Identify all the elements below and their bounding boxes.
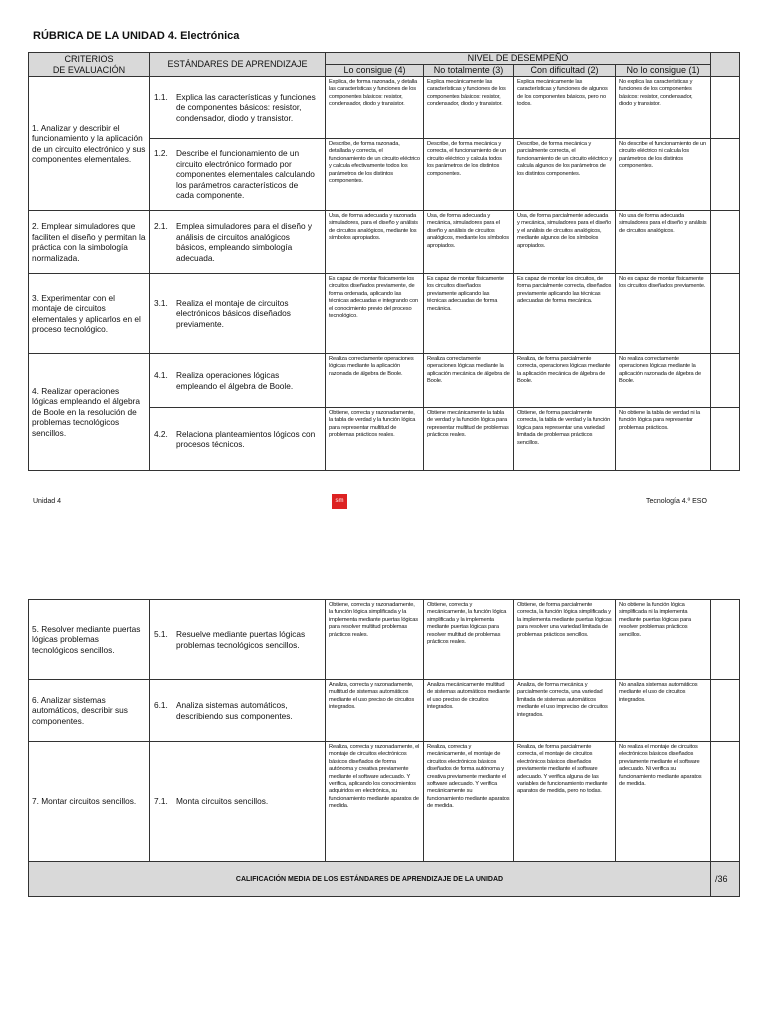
rubric-title: RÚBRICA DE LA UNIDAD 4. Electrónica [33, 30, 240, 42]
header-criterios: CRITERIOS DE EVALUACIÓN [29, 53, 150, 77]
criterio-3: 3. Experimentar con el montaje de circuitos elementales y aplicarlos en el proceso tecnológico. [29, 274, 150, 354]
level-cell: Obtiene, correcta y razonadamente, la tabla de verdad y la función lógica para representar multitud de problemas prácticos reales. [326, 408, 424, 471]
level-cell: Obtiene, correcta y mecánicamente, la función lógica simplificada y la implementa mediante puertas lógicas para resolver multitud de problemas prácticos reales. [424, 600, 514, 680]
level-cell: Realiza, correcta y razonadamente, el montaje de circuitos electrónicos básicos diseñados de forma autónoma y creativa previamente mediante el software adecuado. Y verifica, aplicando los conocimientos adquiridos en electrónica, su funcionamiento mediante aparatos de medida. [326, 742, 424, 862]
standard-4-2: 4.2. Relaciona planteamientos lógicos con procesos técnicos. [150, 408, 326, 471]
level-cell: Es capaz de montar los circuitos, de forma parcialmente correcta, diseñados previamente aplicando las técnicas adecuadas de forma mecánica. [514, 274, 616, 354]
header-level-1: No lo consigue (1) [616, 65, 711, 77]
level-cell: No obtiene la función lógica simplificada ni la implementa mediante puertas lógicas para resolver problemas prácticos sencillos. [616, 600, 711, 680]
total-score: /36 [711, 862, 740, 897]
level-cell: Usa, de forma adecuada y mecánica, simuladores para el diseño y análisis de circuitos analógicos, mediante los símbolos apropiados. [424, 211, 514, 274]
header-score [711, 53, 740, 77]
rubric-table-top [28, 52, 740, 471]
total-label: CALIFICACIÓN MEDIA DE LOS ESTÁNDARES DE APRENDIZAJE DE LA UNIDAD [29, 862, 711, 897]
level-cell: No usa de forma adecuada simuladores para el diseño y análisis de circuitos analógicos. [616, 211, 711, 274]
criterio-7: 7. Montar circuitos sencillos. [29, 742, 150, 862]
score-cell[interactable] [711, 211, 740, 274]
score-cell[interactable] [711, 139, 740, 211]
level-cell: Usa, de forma adecuada y razonada simuladores, para el diseño y análisis de circuitos analógicos, mediante los símbolos apropiados. [326, 211, 424, 274]
level-cell: Explica, de forma razonada, y detalla las características y funciones de los componentes básicos: resistor, condensador, diodo y transistor. [326, 77, 424, 139]
score-cell[interactable] [711, 77, 740, 139]
header-level-2: Con dificultad (2) [514, 65, 616, 77]
publisher-logo: sm [332, 494, 347, 509]
level-cell: Explica mecánicamente las características y funciones de los componentes básicos: resistor, condensador, diodo y transistor. [424, 77, 514, 139]
level-cell: No describe el funcionamiento de un circuito eléctrico ni calcula los parámetros de los distintos componentes. [616, 139, 711, 211]
level-cell: Es capaz de montar físicamente los circuitos diseñados previamente, de forma ordenada, aplicando las técnicas adecuadas e integrando con el conocimiento previo del proceso tecnológico. [326, 274, 424, 354]
level-cell: Realiza, de forma parcialmente correcta, operaciones lógicas mediante la aplicación mecánica de álgebra de Boole. [514, 354, 616, 408]
standard-4-1: 4.1. Realiza operaciones lógicas empleando el álgebra de Boole. [150, 354, 326, 408]
score-cell[interactable] [711, 274, 740, 354]
level-cell: Obtiene, de forma parcialmente correcta, la tabla de verdad y la función lógica para representar una variedad limitada de problemas prácticos sencillos. [514, 408, 616, 471]
level-cell: Explica mecánicamente las características y funciones de algunos de los componentes básicos, pero no todos. [514, 77, 616, 139]
level-cell: Describe, de forma mecánica y correcta, el funcionamiento de un circuito eléctrico y calcula todos los parámetros de los distintos componentes. [424, 139, 514, 211]
level-cell: Es capaz de montar físicamente los circuitos diseñados previamente aplicando las técnicas adecuadas de forma mecánica. [424, 274, 514, 354]
level-cell: Analiza mecánicamente multitud de sistemas automáticos mediante el uso preciso de circuitos integrados. [424, 680, 514, 742]
level-cell: No obtiene la tabla de verdad ni la función lógica para representar problemas prácticos. [616, 408, 711, 471]
header-level-4: Lo consigue (4) [326, 65, 424, 77]
level-cell: Usa, de forma parcialmente adecuada y mecánica, simuladores para el diseño y el análisis de circuitos analógicos, mediante algunos de los símbolos apropiados. [514, 211, 616, 274]
criterio-1: 1. Analizar y describir el funcionamiento y la aplicación de un circuito electrónico y sus componentes elementales. [29, 77, 150, 211]
header-nivel: NIVEL DE DESEMPEÑO [326, 53, 711, 65]
level-cell: Obtiene, de forma parcialmente correcta, la función lógica simplificada y la implementa mediante puertas lógicas para resolver una variedad limitada de problemas prácticos sencillos. [514, 600, 616, 680]
level-cell: Realiza correctamente operaciones lógicas mediante la aplicación mecánica de álgebra de Boole. [424, 354, 514, 408]
score-cell[interactable] [711, 742, 740, 862]
level-cell: Obtiene, correcta y razonadamente, la función lógica simplificada y la implementa mediante puertas lógicas para resolver multitud problemas prácticos reales. [326, 600, 424, 680]
standard-6-1: 6.1. Analiza sistemas automáticos, describiendo sus componentes. [150, 680, 326, 742]
level-cell: No analiza sistemas automáticos mediante el uso de circuitos integrados. [616, 680, 711, 742]
score-cell[interactable] [711, 600, 740, 680]
rubric-table-bottom [28, 599, 740, 897]
criterio-4: 4. Realizar operaciones lógicas empleando el álgebra de Boole en la resolución de problemas tecnológicos sencillos. [29, 354, 150, 471]
level-cell: No explica las características y funciones de los componentes básicos: resistor, condensador, diodo y transistor. [616, 77, 711, 139]
level-cell: Analiza, correcta y razonadamente, multitud de sistemas automáticos mediante el uso preciso de circuitos integrados. [326, 680, 424, 742]
criterio-6: 6. Analizar sistemas automáticos, describir sus componentes. [29, 680, 150, 742]
footer-unit: Unidad 4 [33, 498, 62, 505]
score-cell[interactable] [711, 408, 740, 471]
level-cell: No es capaz de montar físicamente los circuitos diseñados previamente. [616, 274, 711, 354]
standard-3-1: 3.1. Realiza el montaje de circuitos electrónicos básicos diseñados previamente. [150, 274, 326, 354]
standard-2-1: 2.1. Emplea simuladores para el diseño y análisis de circuitos analógicos básicos, empleando simbología adecuada. [150, 211, 326, 274]
header-estandares: ESTÁNDARES DE APRENDIZAJE [150, 53, 326, 77]
standard-7-1: 7.1. Monta circuitos sencillos. [150, 742, 326, 862]
level-cell: Obtiene mecánicamente la tabla de verdad y la función lógica para representar multitud de problemas prácticos reales. [424, 408, 514, 471]
level-cell: Analiza, de forma mecánica y parcialmente correcta, una variedad limitada de sistemas automáticos mediante el uso impreciso de circuitos integrados. [514, 680, 616, 742]
level-cell: Describe, de forma razonada, detallada y correcta, el funcionamiento de un circuito eléctrico y calcula efectivamente todos los parámetros de los distintos componentes. [326, 139, 424, 211]
score-cell[interactable] [711, 354, 740, 408]
criterio-5: 5. Resolver mediante puertas lógicas problemas tecnológicos sencillos. [29, 600, 150, 680]
standard-1-1: 1.1. Explica las características y funciones de componentes básicos: resistor, condensador, diodo y transistor. [150, 77, 326, 139]
header-level-3: No totalmente (3) [424, 65, 514, 77]
level-cell: No realiza el montaje de circuitos electrónicos básicos diseñados previamente mediante el software adecuado. Ni verifica su funcionamiento mediante aparatos de medida. [616, 742, 711, 862]
standard-5-1: 5.1. Resuelve mediante puertas lógicas problemas tecnológicos sencillos. [150, 600, 326, 680]
level-cell: Realiza correctamente operaciones lógicas mediante la aplicación razonada de álgebra de Boole. [326, 354, 424, 408]
level-cell: No realiza correctamente operaciones lógicas mediante la aplicación razonada de álgebra de Boole. [616, 354, 711, 408]
level-cell: Realiza, correcta y mecánicamente, el montaje de circuitos electrónicos básicos diseñados de forma autónoma y creativa previamente mediante el software adecuado. Y verifica mecánicamente su funcionamiento mediante aparatos de medida. [424, 742, 514, 862]
score-cell[interactable] [711, 680, 740, 742]
level-cell: Describe, de forma mecánica y parcialmente correcta, el funcionamiento de un circuito eléctrico y calcula algunos de los parámetros de los distintos componentes. [514, 139, 616, 211]
standard-1-2: 1.2. Describe el funcionamiento de un circuito electrónico formado por componentes elementales calculando los parámetros característicos de cada componente. [150, 139, 326, 211]
level-cell: Realiza, de forma parcialmente correcta, el montaje de circuitos electrónicos básicos diseñados previamente mediante el software adecuado. Y verifica alguna de las variables de funcionamiento mediante aparatos de medida, pero no todas. [514, 742, 616, 862]
criterio-2: 2. Emplear simuladores que faciliten el diseño y permitan la práctica con la simbología normalizada. [29, 211, 150, 274]
footer-course: Tecnología 4.º ESO [646, 498, 707, 505]
